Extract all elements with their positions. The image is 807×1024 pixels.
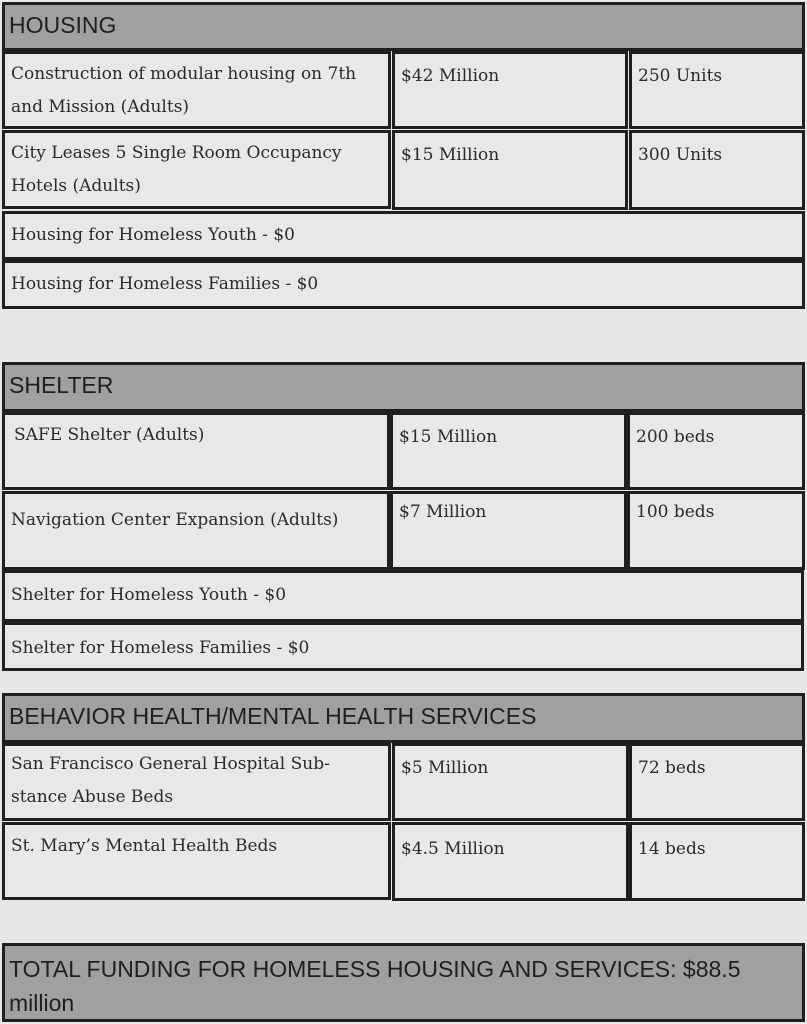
shelter-row-2-capacity: 100 beds	[627, 491, 805, 570]
behavior-health-row-2-amount: $4.5 Million	[392, 822, 629, 901]
shelter-row-2-item: Navigation Center Expansion (Adults)	[2, 491, 390, 570]
housing-note-youth: Housing for Homeless Youth - $0	[2, 211, 805, 260]
shelter-note-youth: Shelter for Homeless Youth - $0	[2, 570, 804, 622]
shelter-row-2-amount: $7 Million	[390, 491, 627, 570]
shelter-row-1-amount: $15 Million	[390, 412, 627, 490]
housing-row-1-amount: $42 Million	[392, 51, 628, 129]
behavior-health-row-2-capacity: 14 beds	[629, 822, 805, 901]
section-header-shelter: SHELTER	[2, 362, 805, 412]
housing-row-2-amount: $15 Million	[392, 130, 628, 210]
section-header-behavior-health: BEHAVIOR HEALTH/MENTAL HEALTH SERVICES	[2, 693, 805, 743]
housing-note-families: Housing for Homeless Families - $0	[2, 260, 805, 309]
behavior-health-row-1-amount: $5 Million	[392, 743, 629, 821]
housing-row-1-capacity: 250 Units	[629, 51, 805, 129]
shelter-row-1-item: SAFE Shelter (Adults)	[2, 412, 390, 490]
housing-row-2-item: City Leases 5 Single Room Occupancy Hotels (Adults)	[2, 130, 391, 209]
shelter-row-1-capacity: 200 beds	[627, 412, 805, 490]
housing-row-1-item: Construction of modular housing on 7th and Mission (Adults)	[2, 51, 391, 129]
behavior-health-row-2-item: St. Mary’s Mental Health Beds	[2, 822, 391, 900]
total-funding-banner: TOTAL FUNDING FOR HOMELESS HOUSING AND SERVICES: $88.5 million	[2, 943, 805, 1022]
behavior-health-row-1-item: San Francisco General Hospital Sub-stance Abuse Beds	[2, 743, 391, 821]
shelter-note-families: Shelter for Homeless Families - $0	[2, 622, 804, 671]
housing-row-2-capacity: 300 Units	[629, 130, 805, 210]
section-header-housing: HOUSING	[2, 2, 805, 51]
behavior-health-row-1-capacity: 72 beds	[629, 743, 805, 821]
